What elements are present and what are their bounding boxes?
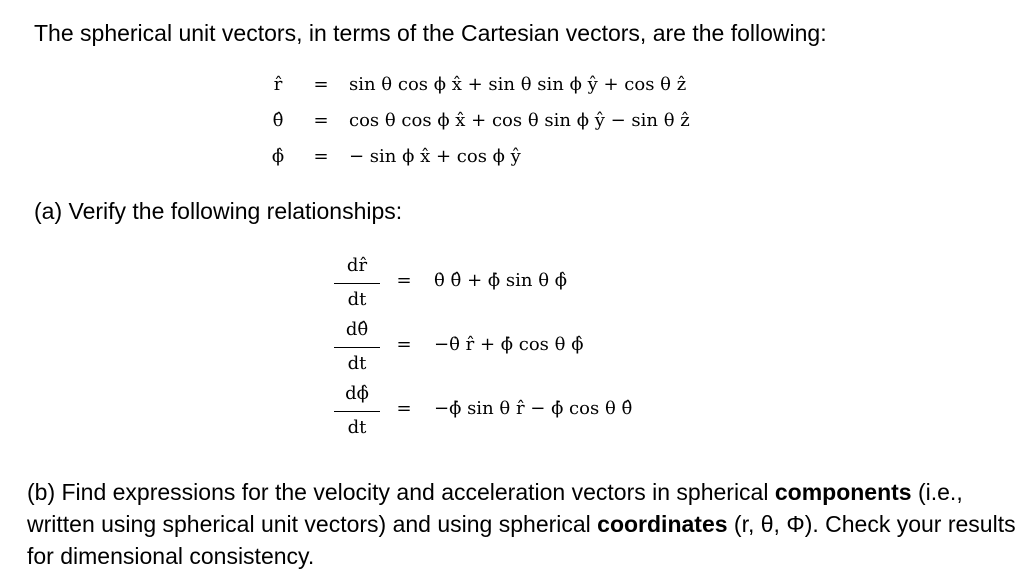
- fraction: [330, 252, 384, 313]
- equals-sign: =: [396, 398, 412, 419]
- equals-sign: =: [313, 146, 329, 167]
- fraction: [330, 380, 384, 441]
- part-a-prompt: (a) Verify the following relationships:: [34, 198, 403, 224]
- fraction-bar: [334, 411, 380, 412]
- intro-text: The spherical unit vectors, in terms of the Cartesian vectors, are the following:: [34, 20, 827, 46]
- fraction-denominator: dt: [347, 289, 367, 310]
- equals-sign: =: [313, 74, 329, 95]
- part-b-text-3: (r, θ, Φ). Check your results for dimensional consistency.: [27, 511, 1016, 569]
- part-b-bold-components: components: [774, 479, 912, 505]
- equation-rhs: − sin ϕ x̂ + cos ϕ ŷ: [349, 146, 521, 167]
- equals-sign: =: [396, 270, 412, 291]
- equation-rhs: −ϕ̇ sin θ r̂ − ϕ̇ cos θ θ̂: [434, 398, 633, 419]
- equation-rhs: sin θ cos ϕ x̂ + sin θ sin ϕ ŷ + cos θ ẑ: [349, 74, 687, 95]
- equation-rhs: cos θ cos ϕ x̂ + cos θ sin ϕ ŷ − sin θ ẑ: [349, 110, 690, 131]
- part-b-bold-coordinates: coordinates: [597, 511, 728, 537]
- equation-rhs: −θ̇ r̂ + ϕ̇ cos θ ϕ̂: [434, 334, 584, 355]
- equation-lhs: θ̂: [272, 110, 284, 131]
- fraction: [330, 316, 384, 377]
- fraction-numerator: dr̂: [346, 255, 368, 276]
- fraction-denominator: dt: [347, 353, 367, 374]
- part-b-text-2: (i.e., written using spherical unit vectors) and using spherical: [27, 479, 963, 537]
- part-b-prompt: [27, 476, 1017, 572]
- part-b-text-1: (b) Find expressions for the velocity and acceleration vectors in spherical: [27, 479, 775, 505]
- equation-lhs: ϕ̂: [271, 146, 285, 167]
- equation-rhs: θ̇ θ̂ + ϕ̇ sin θ ϕ̂: [434, 270, 568, 291]
- fraction-bar: [334, 347, 380, 348]
- fraction-bar: [334, 283, 380, 284]
- fraction-denominator: dt: [347, 417, 367, 438]
- fraction-numerator: dθ̂: [345, 319, 369, 340]
- equals-sign: =: [396, 334, 412, 355]
- fraction-numerator: dϕ̂: [345, 383, 369, 404]
- equation-lhs: r̂: [273, 74, 283, 95]
- equals-sign: =: [313, 110, 329, 131]
